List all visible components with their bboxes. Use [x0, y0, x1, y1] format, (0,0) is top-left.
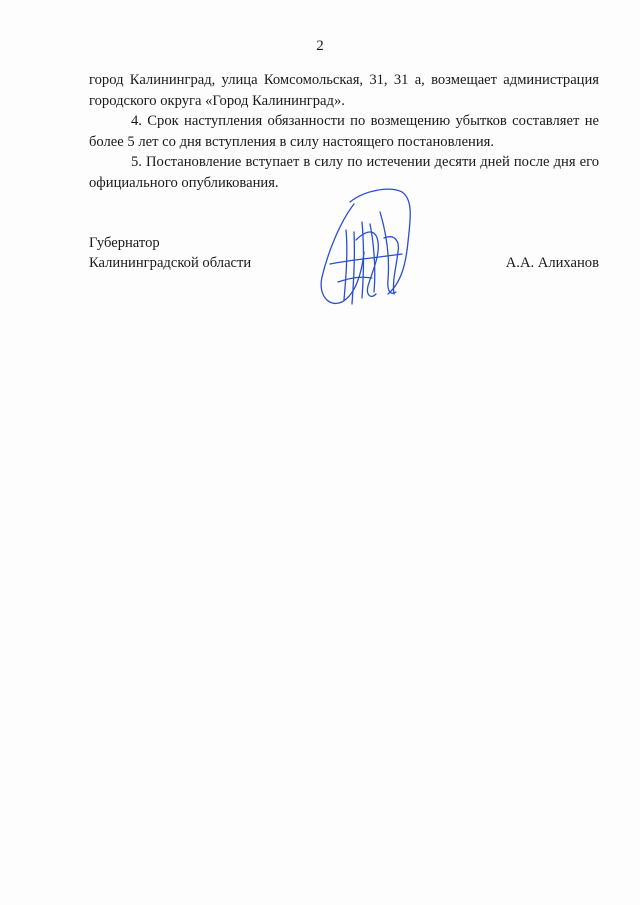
handwritten-signature — [310, 182, 430, 312]
document-body — [89, 70, 599, 193]
paragraph-item-5: 5. Постановление вступает в силу по истечении десяти дней после дня его официального опубликования. — [89, 154, 599, 191]
paragraph-continuation: город Калининград, улица Комсомольская, 31, 31 а, возмещает администрация городского округа «Город Калининград». — [89, 72, 599, 109]
signatory-title-line2: Калининградской области — [89, 254, 252, 271]
signatory-title-line1: Губернатор — [89, 235, 160, 251]
signatory-name: А.А. Алиханов — [505, 254, 599, 271]
page-number: 2 — [316, 38, 324, 54]
paragraph-item-4: 4. Срок наступления обязанности по возмещению убытков составляет не более 5 лет со дня вступления в силу настоящего постановления. — [89, 113, 599, 150]
